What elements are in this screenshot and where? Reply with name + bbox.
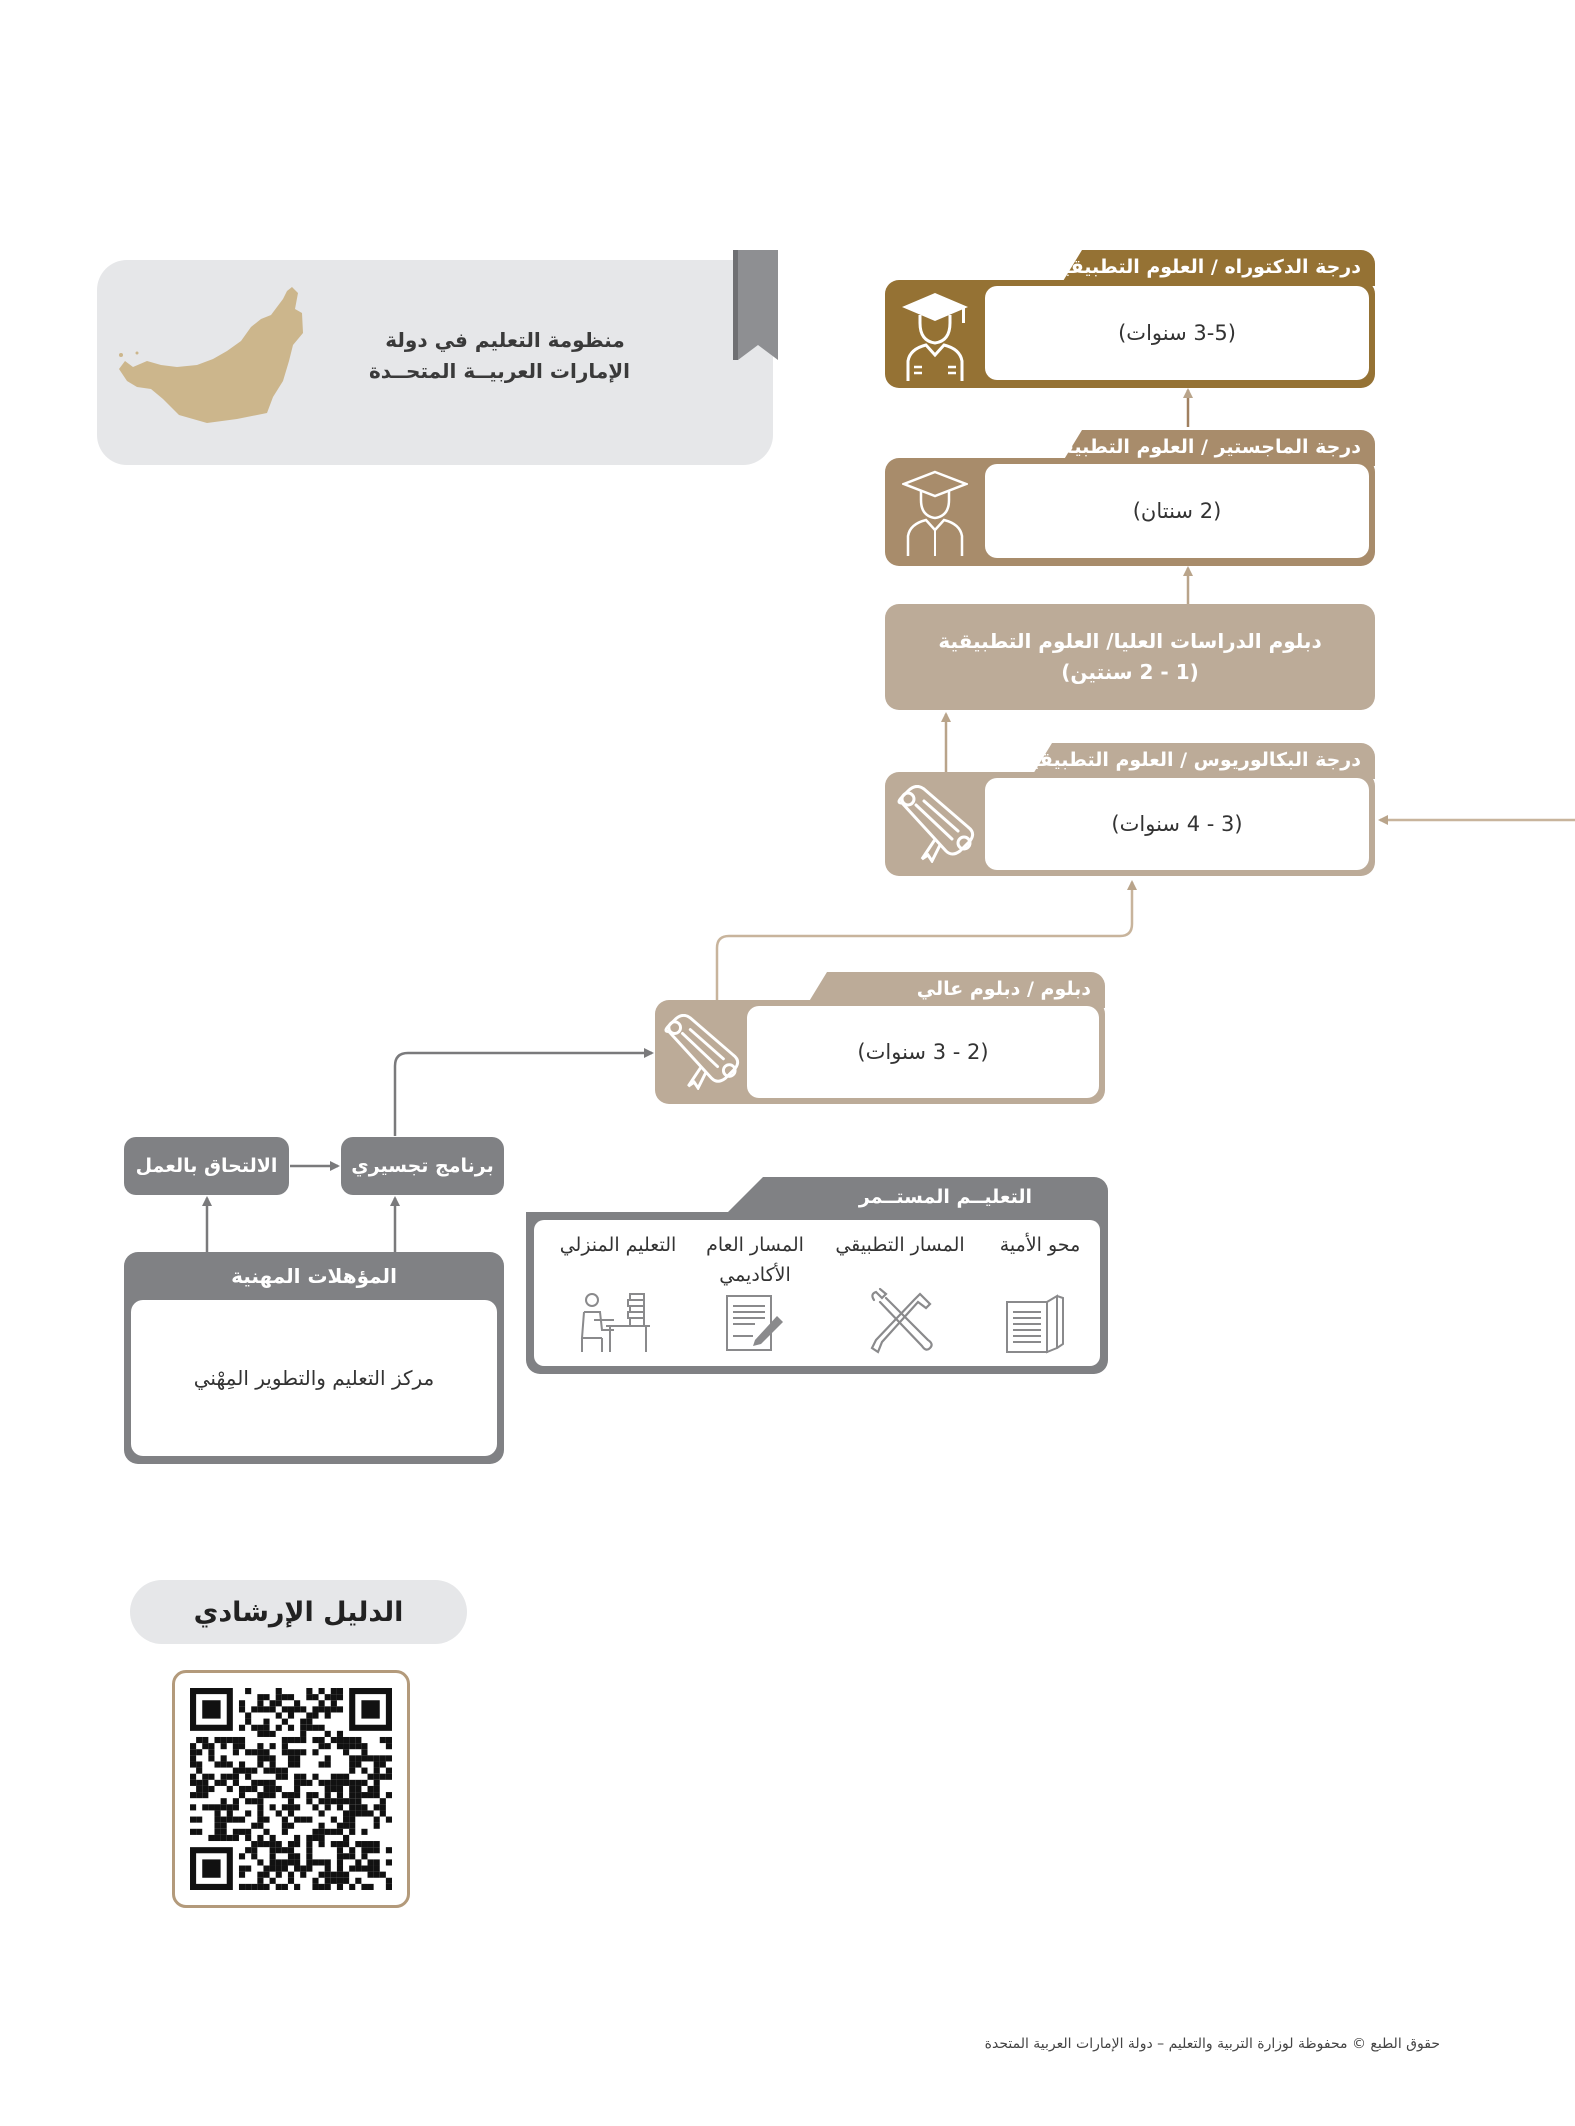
continuing-ed-item-label: المسار العام الأكاديمي — [706, 1234, 804, 1286]
graduate-icon — [890, 286, 980, 384]
diploma-scroll-icon — [888, 778, 982, 870]
join-work-box: الالتحاق بالعمل — [124, 1137, 289, 1195]
diploma-label: دبلوم / دبلوم عالي — [916, 978, 1091, 1000]
graduate-icon — [890, 464, 980, 560]
continuing-ed-item-label: التعليم المنزلي — [559, 1234, 677, 1256]
continuing-ed-label: التعليــم المستــمر — [858, 1186, 1032, 1208]
title-line-1: منظومة التعليم في دولة — [385, 328, 625, 352]
copyright-footer: حقوق الطبع © محفوظة لوزارة التربية والتعليم – دولة الإمارات العربية المتحدة — [984, 2036, 1440, 2052]
continuing-ed-item-label: محو الأمية — [999, 1234, 1081, 1256]
document-icon — [725, 1292, 785, 1354]
arrow-bridge-to-diploma — [395, 1053, 652, 1136]
qr-code-frame[interactable] — [172, 1670, 410, 1908]
vocational-label: المؤهلات المهنية — [231, 1264, 397, 1288]
postgrad-diploma-box — [885, 604, 1375, 710]
tools-icon — [868, 1290, 934, 1356]
home-study-icon — [578, 1290, 654, 1354]
guide-label: الدليل الإرشادي — [130, 1580, 467, 1644]
postgrad-diploma-duration: (1 - 2 سنتين) — [1061, 660, 1199, 684]
diploma-scroll-icon — [658, 1006, 744, 1098]
diploma-duration: (2 - 3 سنوات) — [747, 1006, 1099, 1098]
masters-duration: (2 سنتان) — [985, 464, 1369, 558]
title-line-2: الإمارات العربيــة المتحــدة — [369, 359, 630, 383]
bachelor-duration: (3 - 4 سنوات) — [985, 778, 1369, 870]
bridge-program-box: برنامج تجسيري — [341, 1137, 504, 1195]
continuing-ed-item-label: المسار التطبيقي — [835, 1234, 965, 1256]
postgrad-diploma-title: دبلوم الدراسات العليا/ العلوم التطبيقية — [938, 629, 1322, 653]
book-icon — [1005, 1292, 1071, 1354]
vocational-content: مركز التعليم والتطوير المِهْني — [131, 1300, 497, 1456]
doctorate-label: درجة الدكتوراه / العلوم التطبيقية — [1051, 256, 1361, 278]
doctorate-duration: (3-5 سنوات) — [985, 286, 1369, 380]
qr-code-icon[interactable] — [190, 1688, 392, 1890]
masters-label: درجة الماجستير / العلوم التطبيقية — [1041, 436, 1361, 458]
bachelor-label: درجة البكالوريوس / العلوم التطبيقية — [1020, 749, 1361, 771]
